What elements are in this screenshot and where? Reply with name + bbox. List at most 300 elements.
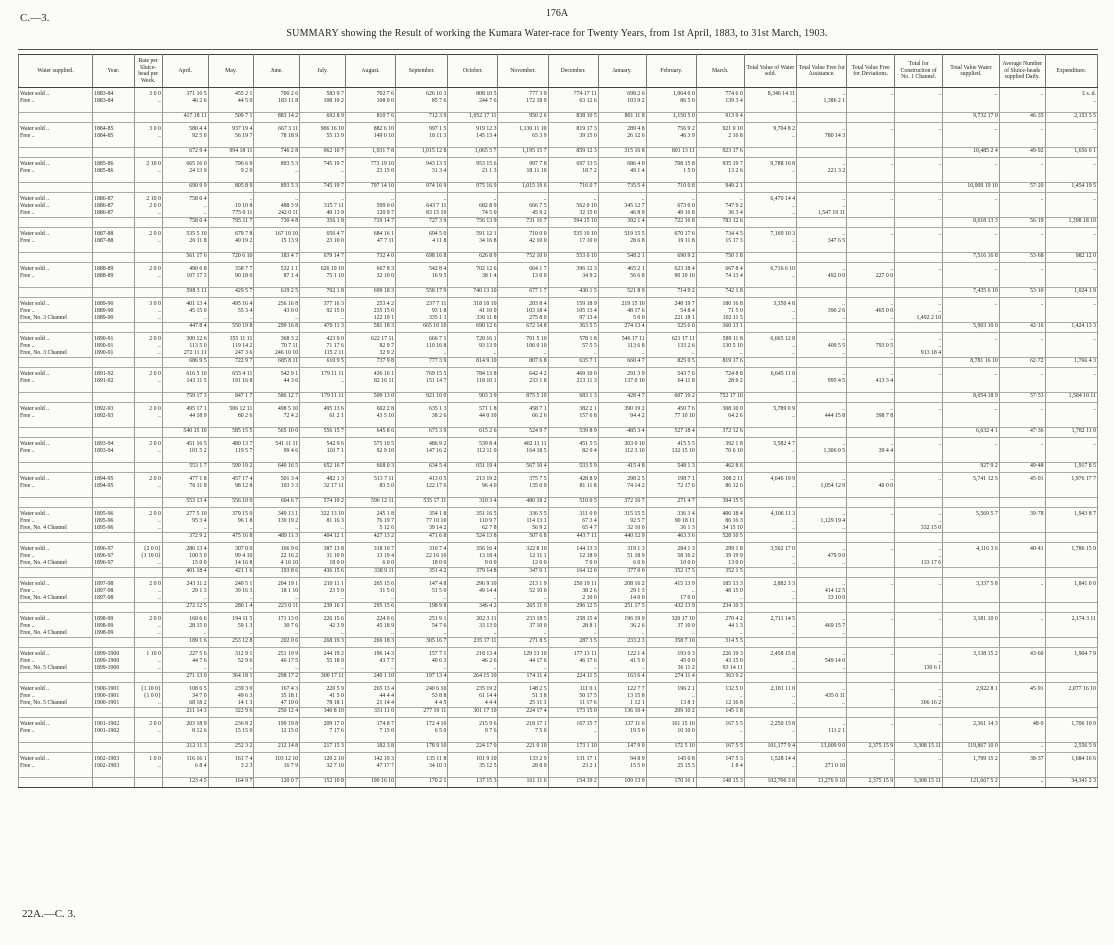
table-cell: .. 315 7 11 40 13 9 (300, 193, 346, 218)
table-cell (93, 533, 134, 543)
table-cell: 234 10 3 (696, 603, 744, 613)
table-cell: {2 0 0} {1 10 0} .. (134, 543, 162, 568)
table-cell (134, 463, 162, 473)
table-cell: .. (847, 543, 895, 568)
table-cell: 575 10 5 92 9 10 (345, 438, 395, 463)
column-header: November. (498, 55, 548, 88)
column-header: May. (208, 55, 254, 88)
table-cell (93, 463, 134, 473)
table-cell (1045, 603, 1097, 613)
table-cell: 122 7 7 13 15 8 1 12 1 (598, 683, 646, 708)
table-row (19, 403, 1098, 428)
table-cell: 532 1 1 87 1 4 (254, 263, 300, 288)
table-cell: Water sold .. Free .. Free, No. 3 Channel (19, 298, 93, 323)
table-cell: .. (847, 578, 895, 603)
table-cell: 457 17 4 98 12 8 (208, 473, 254, 498)
table-cell: 284 1 3 58 16 2 10 0 0 (646, 543, 696, 568)
table-cell (847, 498, 895, 508)
column-header: April. (162, 55, 208, 88)
table-cell (943, 603, 1000, 613)
table-cell: .. .. 1,492 2 10 (895, 298, 943, 323)
table-cell: 253 4 2 235 15 0 122 19 1 (345, 298, 395, 323)
table-cell: .. .. 913 18 4 (895, 333, 943, 358)
table-cell: .. (943, 298, 1000, 323)
table-cell: 289 4 8 26 12 6 (598, 123, 646, 148)
table-cell: 248 19 7 54 8 4 221 18 1 (646, 298, 696, 323)
table-total-row (19, 638, 1098, 648)
table-cell: 465 2 1 56 6 8 (598, 263, 646, 288)
table-row (19, 473, 1098, 498)
table-cell: 163 6 4 (598, 673, 646, 683)
table-row (19, 298, 1098, 323)
table-cell: 773 19 10 23 15 0 (345, 158, 395, 183)
table-cell: 221 0 10 (498, 743, 548, 753)
table-cell: 997 7 8 18 11 10 (498, 158, 548, 183)
table-cell: 746 2 8 (254, 148, 300, 158)
table-cell: 1896-97 1896-97 1896-97 (93, 543, 134, 568)
table-cell: 774 17 11 63 12 6 (548, 88, 598, 113)
table-cell: .. 227 0 0 (847, 263, 895, 288)
table-cell: 349 13 1 139 19 2 .. (254, 508, 300, 533)
table-cell: 235 19 2 61 14 4 4 4 4 (448, 683, 498, 708)
table-cell: .. 479 9 0 .. (797, 543, 847, 568)
table-row (19, 228, 1098, 253)
table-cell: 2,711 14 5 .. .. (744, 613, 796, 638)
table-cell: 720 6 10 (208, 253, 254, 263)
table-cell: 240 5 1 39 16 3 .. (208, 578, 254, 603)
table-cell (93, 498, 134, 508)
table-cell: 3,308 15 11 (895, 778, 943, 788)
table-row (19, 263, 1098, 288)
table-row (19, 438, 1098, 463)
table-cell (847, 253, 895, 263)
table-cell: 810 7 6 (345, 113, 395, 123)
table-cell: 6,645 11 0 .. (744, 368, 796, 393)
table-cell (134, 603, 162, 613)
table-cell: 596 12 11 (345, 498, 395, 508)
table-cell (895, 708, 943, 718)
table-cell (19, 533, 93, 543)
table-cell: 377 0 0 (598, 568, 646, 578)
table-cell: .. (1045, 368, 1097, 393)
table-cell (999, 568, 1045, 578)
table-cell: 322 8 10 12 11 1 12 0 0 (498, 543, 548, 568)
table-cell: 152 10 8 (300, 778, 346, 788)
table-cell: .. 488 3 9 242 0 11 (254, 193, 300, 218)
table-cell: 664 1 7 13 0 0 (498, 263, 548, 288)
table-cell: 56·19 (999, 218, 1045, 228)
table-cell (847, 708, 895, 718)
table-cell (847, 288, 895, 298)
table-total-row (19, 148, 1098, 158)
table-cell (895, 253, 943, 263)
table-cell: {1 10 0} {1 0 0} .. (134, 683, 162, 708)
table-cell: .. 414 12 5 33 10 0 (797, 578, 847, 603)
table-cell: 3 0 0 .. (134, 123, 162, 148)
table-cell (744, 428, 796, 438)
table-cell: 994 18 11 (208, 148, 254, 158)
table-cell: £ s. d. .. (1045, 88, 1097, 113)
table-cell: 471 6 8 (396, 533, 448, 543)
table-cell (744, 113, 796, 123)
table-cell: 604 6 7 (254, 498, 300, 508)
table-cell: 574 19 2 (300, 498, 346, 508)
table-cell (134, 638, 162, 648)
table-cell: 5,789 0 9 .. (744, 403, 796, 428)
table-cell: 1897-98 1897-98 1897-98 (93, 578, 134, 603)
table-cell: 145 0 8 25 15 5 (646, 753, 696, 778)
table-cell: 507 6 8 (498, 533, 548, 543)
table-cell: 338 7 7 90 18 0 (208, 263, 254, 288)
table-cell: 722 9 7 (208, 358, 254, 368)
table-cell: 252 3 2 (208, 743, 254, 753)
table-cell: 937 19 4 56 19 7 (208, 123, 254, 148)
table-cell: 501 3 4 103 3 3 (254, 473, 300, 498)
table-cell: 524 13 8 (448, 533, 498, 543)
table-cell (895, 638, 943, 648)
table-cell: 533 5 9 (548, 463, 598, 473)
table-cell: 524 9 7 (498, 428, 548, 438)
table-cell: 338 9 11 (345, 568, 395, 578)
table-cell: 720 16 1 93 13 9 .. (448, 333, 498, 358)
table-cell: 224 11 5 (548, 673, 598, 683)
table-cell (895, 673, 943, 683)
table-cell: 233 2 3 (598, 638, 646, 648)
table-cell: 730 4 8 (254, 218, 300, 228)
table-cell: .. 347 6 5 (797, 228, 847, 253)
table-cell: .. (847, 683, 895, 708)
table-cell: 147 5 3 1 8 4 (696, 753, 744, 778)
table-cell: 40·41 (999, 543, 1045, 568)
table-cell (744, 463, 796, 473)
table-cell: 2,174 3 11 (1045, 613, 1097, 638)
table-cell: 277 19 11 (396, 708, 448, 718)
table-cell: 1883-84 1883-84 (93, 88, 134, 113)
table-cell (797, 288, 847, 298)
table-cell: 581 18 3 (345, 323, 395, 333)
table-cell: 372 9 2 (162, 533, 208, 543)
table-cell (797, 498, 847, 508)
table-cell: 686 9 5 (162, 358, 208, 368)
table-cell: 1892-93 1892-93 (93, 403, 134, 428)
table-cell: Water sold .. Free .. (19, 263, 93, 288)
table-cell: 102,706 3 8 (744, 778, 796, 788)
table-cell: 469 10 0 213 11 3 (548, 368, 598, 393)
table-cell: 421 1 6 (208, 568, 254, 578)
table-cell (134, 673, 162, 683)
table-cell: 923 17 6 (696, 148, 744, 158)
table-cell: 2 0 0 .. (134, 228, 162, 253)
table-cell: 136 10 4 (598, 708, 646, 718)
table-cell: 49·48 (999, 463, 1045, 473)
column-header: September. (396, 55, 448, 88)
table-cell: 1891-92 1891-92 (93, 368, 134, 393)
table-cell: 220 5 9 41 5 0 78 18 1 (300, 683, 346, 708)
table-cell: 42·16 (999, 323, 1045, 333)
table-cell: 135 11 8 34 10 3 (396, 753, 448, 778)
table-cell: 358 7 10 (646, 638, 696, 648)
table-cell: Water sold .. Free .. Free, No. 4 Channel (19, 508, 93, 533)
table-cell: .. 396 2 6 .. (797, 298, 847, 323)
table-cell: 47·36 (999, 428, 1045, 438)
table-cell: 962 10 7 (300, 148, 346, 158)
table-cell (744, 533, 796, 543)
table-cell: 265 11 9 (498, 603, 548, 613)
table-cell: .. 780 14 3 (797, 123, 847, 148)
table-cell: 121,667 5 2 (943, 778, 1000, 788)
table-cell (847, 463, 895, 473)
table-cell: 301 17 10 (448, 708, 498, 718)
table-cell (134, 498, 162, 508)
table-cell: 5,741 12 5 (943, 473, 1000, 498)
table-cell: 623 18 4 90 10 10 (646, 263, 696, 288)
table-cell: 543 7 6 64 11 8 (646, 368, 696, 393)
table-cell: 154 19 2 (548, 778, 598, 788)
table-cell: .. (895, 368, 943, 393)
table-cell: 296 9 10 49 14 4 .. (448, 578, 498, 603)
table-cell: 428 8 9 81 11 8 (548, 473, 598, 498)
table-cell: .. (895, 613, 943, 638)
column-header: Total Value Water supplied. (943, 55, 1000, 88)
table-cell: 528 10 5 (696, 533, 744, 543)
table-cell: 553 13 4 (162, 498, 208, 508)
table-cell: 300 17 11 (300, 673, 346, 683)
table-cell: 245 1 8 76 19 7 5 12 6 (345, 508, 395, 533)
table-cell: 3 0 0 .. (134, 88, 162, 113)
table-cell: 57·53 (999, 393, 1045, 403)
table-cell: 13,276 9 10 (797, 778, 847, 788)
column-header: Total Value Free for Assistance. (797, 55, 847, 88)
table-cell (134, 323, 162, 333)
table-total-row (19, 183, 1098, 193)
table-cell: 296 12 5 (548, 603, 598, 613)
table-cell (19, 428, 93, 438)
table-cell: .. 435 0 11 .. (797, 683, 847, 708)
table-cell: 527 18 4 (646, 428, 696, 438)
table-cell: .. (999, 228, 1045, 253)
document-title: SUMMARY showing the Result of working the Kumara Water-race for Twenty Years, from 1st April, 1883, to 31st March, 1903. (286, 28, 828, 39)
table-cell: 9,732 17 0 (943, 113, 1000, 123)
table-cell: 598 3 11 (162, 288, 208, 298)
table-cell: 159 18 9 105 13 4 97 13 4 (548, 298, 598, 323)
table-cell: 1,031 7 8 (345, 148, 395, 158)
table-cell: 660 4 7 (598, 358, 646, 368)
table-cell: 108 6 5 34 7 0 68 18 2 (162, 683, 208, 708)
table-cell (93, 218, 134, 228)
table-cell: 227 5 6 44 7 6 .. (162, 648, 208, 673)
table-cell (19, 358, 93, 368)
table-cell: 642 4 2 233 1 8 (498, 368, 548, 393)
table-cell: 320 17 10 37 10 0 .. (646, 613, 696, 638)
table-cell: 673 3 9 (396, 428, 448, 438)
table-cell: .. (895, 473, 943, 498)
table-cell: .. (999, 368, 1045, 393)
table-cell: 580 4 4 92 5 0 (162, 123, 208, 148)
table-cell (744, 148, 796, 158)
table-cell: 204 19 1 18 1 10 .. (254, 578, 300, 603)
table-cell: 251 19 9 46 17 5 .. (254, 648, 300, 673)
column-header: Expenditure. (1045, 55, 1097, 88)
table-cell: 1899-1900 1899-1900 1899-1900 (93, 648, 134, 673)
table-cell: 264 15 10 (448, 673, 498, 683)
table-cell: 379 15 0 96 1 8 .. (208, 508, 254, 533)
table-total-row (19, 603, 1098, 613)
table-cell: 2,077 16 10 (1045, 683, 1097, 708)
table-cell (847, 218, 895, 228)
table-cell: 919 12 3 145 13 4 (448, 123, 498, 148)
table-cell: 417 18 11 (162, 113, 208, 123)
table-cell: 160 6 6 28 15 0 .. (162, 613, 208, 638)
table-cell: 535 17 11 (396, 498, 448, 508)
table-cell: 5,903 10 0 (943, 323, 1000, 333)
table-cell (19, 218, 93, 228)
table-cell (895, 358, 943, 368)
table-cell (847, 673, 895, 683)
table-cell: 203 18 9 8 12 6 (162, 718, 208, 743)
table-cell (93, 568, 134, 578)
table-cell: 921 10 0 (396, 393, 448, 403)
table-cell: 589 11 8 130 5 10 .. (696, 333, 744, 358)
table-cell: 651 19 4 (448, 463, 498, 473)
table-cell (134, 113, 162, 123)
table-cell: 43·60 (999, 648, 1045, 673)
table-cell: 1,052 17 11 (448, 113, 498, 123)
table-cell: .. 40 0 0 (847, 473, 895, 498)
table-cell: 251 17 5 (598, 603, 646, 613)
table-cell (999, 603, 1045, 613)
table-total-row (19, 743, 1098, 753)
table-cell: 950 2 6 (498, 113, 548, 123)
table-cell: 4,106 11 3 .. .. (744, 508, 796, 533)
table-cell: 690 12 6 (448, 323, 498, 333)
table-cell: 48·0 (999, 718, 1045, 743)
table-cell: 519 15 5 28 6 8 (598, 228, 646, 253)
table-cell: 268 19 3 (300, 638, 346, 648)
table-cell: 133 2 9 28 8 9 (498, 753, 548, 778)
table-cell: 752 10 0 (498, 253, 548, 263)
table-cell: .. 39 4 4 (847, 438, 895, 463)
table-cell: 307 0 0 99 4 10 14 16 8 (208, 543, 254, 568)
table-cell: .. .. 130 6 1 (895, 648, 943, 673)
table-cell: .. 111 2 1 (797, 718, 847, 743)
table-cell: 193 0 3 45 0 0 36 11 2 (646, 648, 696, 673)
table-cell: 8,018 13 3 (943, 218, 1000, 228)
table-cell: 101,177 9 4 (744, 743, 796, 753)
table-cell: .. (943, 88, 1000, 113)
table-cell: .. (895, 193, 943, 218)
table-cell: 351 16 5 110 9 7 62 7 8 (448, 508, 498, 533)
table-cell: 375 7 5 135 0 9 (498, 473, 548, 498)
table-cell: 626 16 3 85 7 6 (396, 88, 448, 113)
table-cell: 167 5 5 (696, 743, 744, 753)
table-cell: 495 16 4 55 3 4 .. (208, 298, 254, 323)
table-cell: 490 6 8 107 17 3 (162, 263, 208, 288)
table-cell: 318 10 10 41 10 0 330 11 8 (448, 298, 498, 323)
table-cell: Water sold .. Free .. Free, No. 5 Channel (19, 648, 93, 673)
table-cell: 1,064 0 0 86 5 0 (646, 88, 696, 113)
table-cell: 194 11 5 59 1 3 .. (208, 613, 254, 638)
table-cell: 179 11 11 (300, 393, 346, 403)
table-cell: Water sold .. Free .. (19, 368, 93, 393)
table-cell: 667 8 4 74 13 4 (696, 263, 744, 288)
table-cell: 2,361 14 3 (943, 718, 1000, 743)
table-cell: 927 9 2 (943, 463, 1000, 473)
table-cell: 1,904 7 9 (1045, 648, 1097, 673)
table-cell: 382 2 1 157 6 8 (548, 403, 598, 428)
table-cell: .. (847, 613, 895, 638)
table-cell: .. (943, 158, 1000, 183)
table-cell: 2,556 5 9 (1045, 743, 1097, 753)
table-cell: 198 7 1 72 17 6 (646, 473, 696, 498)
table-cell: 182 3 8 (345, 743, 395, 753)
table-cell: 173 15 0 (548, 708, 598, 718)
table-cell: 2 0 0 .. (134, 368, 162, 393)
table-cell: 111 0 1 50 17 5 11 17 6 (548, 683, 598, 708)
table-cell: Water sold .. Free .. (19, 753, 93, 778)
table-cell: 274 13 4 (598, 323, 646, 333)
table-cell: .. (1045, 158, 1097, 183)
table-cell: 943 13 5 31 3 4 (396, 158, 448, 183)
title-rule (18, 49, 1098, 50)
table-cell (895, 288, 943, 298)
table-cell: Water sold .. Free .. (19, 88, 93, 113)
table-cell: .. (999, 578, 1045, 603)
table-cell: 213 19 2 96 4 0 (448, 473, 498, 498)
table-total-row (19, 253, 1098, 263)
table-cell: 109 13 9 (598, 778, 646, 788)
table-cell (93, 148, 134, 158)
table-cell: 1,786 15 9 (1045, 543, 1097, 568)
table-cell: .. (847, 193, 895, 218)
table-row (19, 683, 1098, 708)
table-cell: 271 4 7 (646, 498, 696, 508)
table-cell: Water sold .. Free .. (19, 158, 93, 183)
table-cell: 513 7 11 83 5 0 (345, 473, 395, 498)
table-cell: 103 12 10 16 7 9 (254, 753, 300, 778)
table-cell: 161 7 4 3 2 3 (208, 753, 254, 778)
table-total-row (19, 393, 1098, 403)
table-cell (744, 218, 796, 228)
table-cell (93, 778, 134, 788)
table-cell: 303 0 10 112 3 10 (598, 438, 646, 463)
column-header: Average Number of Sluice-heads supplied Daily. (999, 55, 1045, 88)
table-cell: 209 17 0 7 17 6 (300, 718, 346, 743)
table-cell: 859 12 3 (548, 148, 598, 158)
table-cell (1045, 533, 1097, 543)
table-cell (744, 358, 796, 368)
table-total-row (19, 568, 1098, 578)
table-cell: 46·35 (999, 113, 1045, 123)
table-cell: .. (943, 368, 1000, 393)
table-cell: 450 7 6 77 10 10 (646, 403, 696, 428)
table-cell: .. (847, 158, 895, 183)
table-cell: 679 7 8 40 19 2 (208, 228, 254, 253)
table-cell: 185 13 3 48 15 0 .. (696, 578, 744, 603)
table-cell: .. (999, 438, 1045, 463)
table-cell: 9,788 16 8 .. (744, 158, 796, 183)
table-cell: 1885-86 1885-86 (93, 158, 134, 183)
table-cell: 645 8 6 (345, 428, 395, 438)
table-cell: 198 9 8 (396, 603, 448, 613)
table-cell: 470 11 3 (300, 323, 346, 333)
table-cell: .. (999, 743, 1045, 753)
table-cell: 668 0 3 (345, 463, 395, 473)
table-cell: 745 19 7 .. (300, 158, 346, 183)
table-cell: 180 16 8 71 5 0 102 11 5 (696, 298, 744, 323)
table-cell: 202 0 6 (254, 638, 300, 648)
table-cell (895, 148, 943, 158)
table-cell: 212 11 3 (162, 743, 208, 753)
